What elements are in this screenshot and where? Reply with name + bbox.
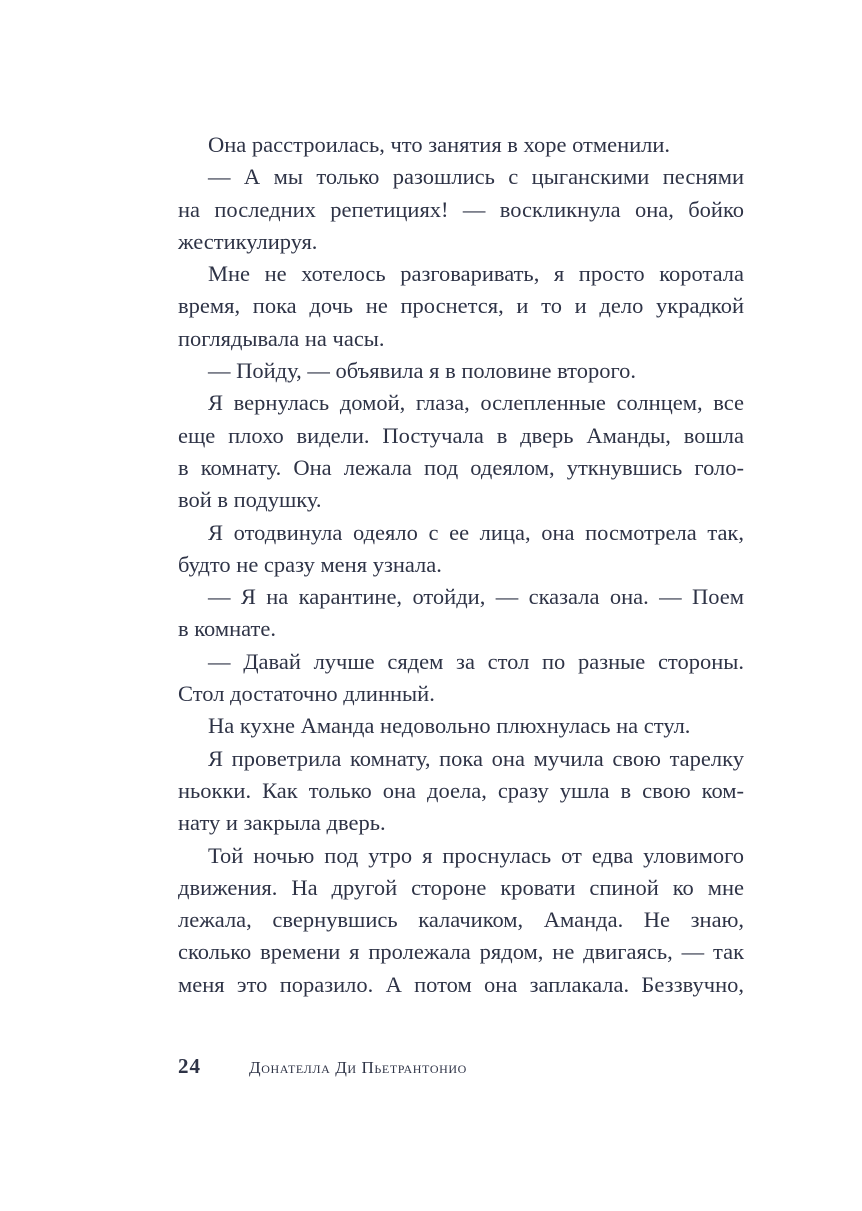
- page-footer: [178, 1054, 467, 1084]
- text-line: время, пока дочь не проснется, и то и дело украдкой: [178, 293, 744, 319]
- text-line: ньокки. Как только она доела, сразу ушла в свою ком-: [178, 777, 744, 803]
- text-line: Я проветрила комнату, пока она мучила свою тарелку: [208, 745, 744, 771]
- text-line: Я отодвинула одеяло с ее лица, она посмотрела так,: [208, 519, 744, 545]
- text-line: в комнате.: [178, 616, 276, 642]
- text-line: — Давай лучше сядем за стол по разные стороны.: [208, 648, 744, 674]
- text-line: Я вернулась домой, глаза, ослепленные солнцем, все: [208, 390, 744, 416]
- text-line: на последних репетициях! — воскликнула она, бойко: [178, 196, 744, 222]
- text-line: меня это поразило. А потом она заплакала. Беззвучно,: [178, 971, 744, 997]
- text-line: будто не сразу меня узнала.: [178, 551, 442, 577]
- text-line: Она расстроилась, что занятия в хоре отменили.: [208, 132, 671, 157]
- text-line: На кухне Аманда недовольно плюхнулась на стул.: [208, 713, 691, 739]
- text-line: лежала, свернувшись калачиком, Аманда. Не знаю,: [178, 907, 744, 933]
- text-line: Стол достаточно длинный.: [178, 681, 435, 707]
- text-line: движения. На другой стороне кровати спиной ко мне: [178, 874, 744, 900]
- text-line: жестикулируя.: [178, 228, 318, 254]
- text-line: нату и закрыла дверь.: [178, 810, 386, 836]
- text-line: Той ночью под утро я проснулась от едва уловимого: [208, 842, 744, 868]
- text-line: в комнату. Она лежала под одеялом, уткнувшись голо-: [178, 454, 744, 480]
- running-head-author: Донателла Ди Пьетрантонио: [249, 1058, 467, 1077]
- body-text: [178, 129, 744, 1001]
- text-line: Мне не хотелось разговаривать, я просто коротала: [208, 261, 744, 287]
- text-line: поглядывала на часы.: [178, 325, 385, 351]
- page-number: 24: [178, 1054, 201, 1078]
- text-line: — Пойду, — объявила я в половине второго.: [208, 358, 637, 384]
- text-line: — Я на карантине, отойди, — сказала она. — Поем: [208, 584, 744, 610]
- text-line: вой в подушку.: [178, 487, 322, 513]
- text-line: сколько времени я пролежала рядом, не двигаясь, — так: [178, 939, 744, 965]
- text-line: — А мы только разошлись с цыганскими песнями: [208, 164, 744, 190]
- text-line: еще плохо видели. Постучала в дверь Аманды, вошла: [178, 422, 744, 448]
